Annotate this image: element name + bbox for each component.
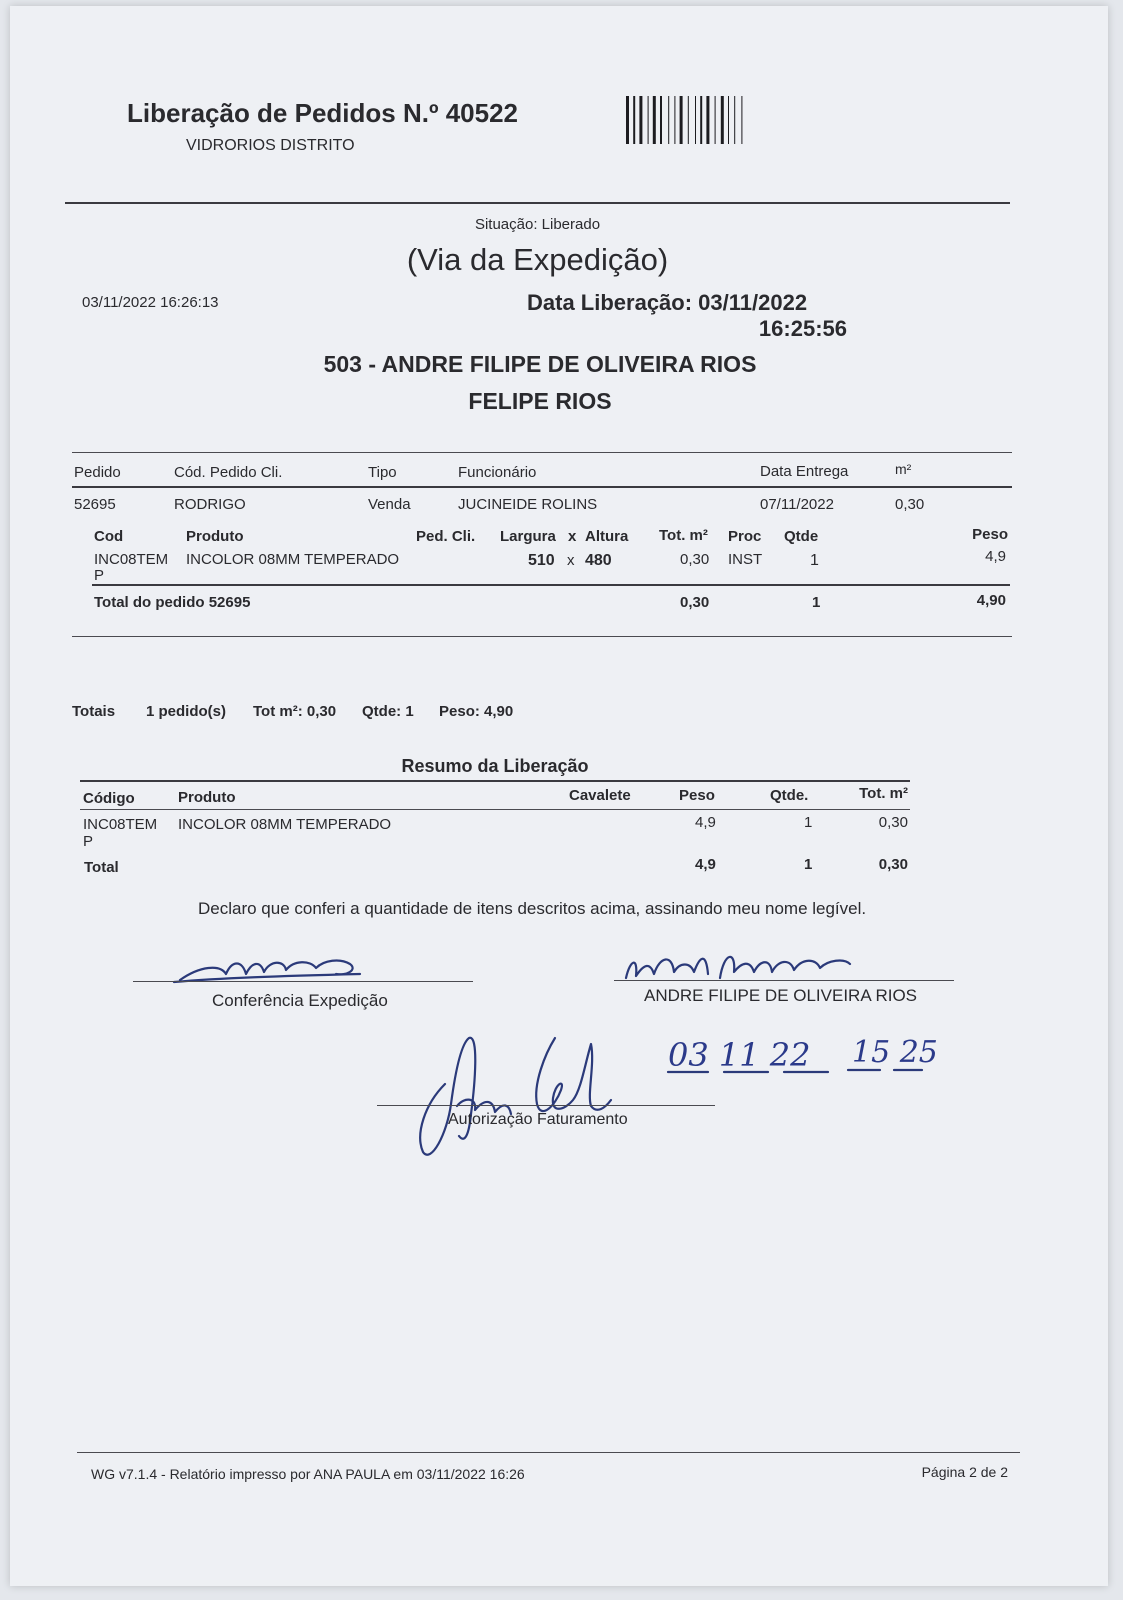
handwritten-time: 15 25	[852, 1035, 938, 1070]
summary-top-line	[80, 780, 910, 782]
order-header-line	[72, 486, 1012, 488]
item-product: INCOLOR 08MM TEMPERADO	[186, 551, 400, 568]
item-col-peso: Peso	[972, 526, 1008, 543]
order-client-code: RODRIGO	[174, 496, 246, 513]
release-time: 16:25:56	[758, 316, 847, 341]
item-width: 510	[528, 552, 555, 569]
summary-title: Resumo da Liberação	[401, 756, 589, 776]
item-code-wrap: P	[94, 567, 105, 584]
print-timestamp: 03/11/2022 16:26:13	[82, 294, 219, 311]
summary-code: INC08TEM	[83, 816, 158, 833]
status-line: Situação: Liberado	[474, 216, 601, 233]
order-number: 52695	[74, 496, 116, 513]
authorization-label: Autorização Faturamento	[448, 1111, 628, 1128]
totals-peso: Peso: 4,90	[439, 703, 514, 720]
summary-peso: 4,9	[695, 814, 716, 831]
item-col-ped-cli: Ped. Cli.	[416, 528, 476, 545]
item-peso: 4,9	[985, 548, 1006, 565]
summary-col-tot-m2: Tot. m²	[859, 785, 908, 802]
order-employee: JUCINEIDE ROLINS	[458, 496, 598, 513]
item-tot-m2: 0,30	[680, 551, 710, 568]
order-m2: 0,30	[895, 496, 925, 513]
item-col-tot-m2: Tot. m²	[659, 527, 708, 544]
summary-total-m2: 0,30	[878, 856, 908, 873]
handwritten-date: 03 11 22	[668, 1036, 811, 1074]
col-funcionario: Funcionário	[458, 464, 537, 481]
item-col-cod: Cod	[94, 528, 124, 545]
conferencia-signature-line	[133, 981, 473, 982]
order-total-line	[92, 584, 1010, 586]
col-m2: m²	[895, 461, 912, 477]
item-col-altura: Altura	[585, 528, 629, 545]
summary-qtde: 1	[804, 814, 813, 831]
order-total-label: Total do pedido 52695	[94, 594, 251, 611]
item-col-produto: Produto	[186, 528, 244, 545]
customer-name: 503 - ANDRE FILIPE DE OLIVEIRA RIOS	[323, 351, 757, 377]
col-tipo: Tipo	[368, 464, 397, 481]
footer-report-info: WG v7.1.4 - Relatório impresso por ANA PAULA em 03/11/2022 16:26	[91, 1466, 525, 1482]
order-table-top-line	[72, 452, 1012, 453]
summary-col-cavalete: Cavalete	[569, 787, 631, 804]
barcode-icon	[626, 92, 796, 148]
item-proc: INST	[728, 551, 763, 568]
authorization-signature-line	[377, 1105, 715, 1106]
summary-code-wrap: P	[83, 833, 94, 850]
summary-total-label: Total	[84, 859, 119, 876]
declaration-text: Declaro que conferi a quantidade de itens descritos acima, assinando meu nome legível.	[198, 899, 867, 918]
item-height: 480	[585, 552, 612, 569]
item-col-x: x	[568, 528, 577, 545]
customer-nickname: FELIPE RIOS	[468, 388, 612, 414]
item-times: x	[567, 552, 575, 569]
summary-col-codigo: Código	[83, 790, 135, 807]
summary-col-peso: Peso	[679, 787, 715, 804]
col-pedido: Pedido	[74, 464, 121, 481]
release-date: Data Liberação: 03/11/2022	[527, 290, 808, 315]
summary-col-produto: Produto	[178, 789, 236, 806]
handwritten-date-time	[660, 1028, 960, 1078]
conferencia-label: Conferência Expedição	[212, 991, 388, 1010]
summary-total-peso: 4,9	[695, 856, 716, 873]
item-col-qtde: Qtde	[784, 528, 819, 545]
totals-label: Totais	[72, 703, 116, 720]
authorization-signature-icon	[405, 1024, 635, 1164]
totals-orders: 1 pedido(s)	[146, 703, 227, 720]
footer-page-number: Página 2 de 2	[921, 1464, 1008, 1480]
client-signature-label: ANDRE FILIPE DE OLIVEIRA RIOS	[644, 986, 918, 1005]
via-label: (Via da Expedição)	[406, 242, 669, 277]
document-title: Liberação de Pedidos N.º 40522	[127, 98, 518, 128]
item-code: INC08TEM	[94, 551, 169, 568]
totals-m2: Tot m²: 0,30	[253, 703, 337, 720]
header-divider	[65, 202, 1010, 204]
client-signature-icon	[620, 942, 870, 992]
col-data-entrega: Data Entrega	[760, 463, 849, 480]
item-col-largura: Largura	[500, 528, 556, 545]
order-total-peso: 4,90	[976, 592, 1006, 609]
company-name: VIDRORIOS DISTRITO	[186, 137, 355, 154]
summary-col-qtde: Qtde.	[770, 787, 809, 804]
summary-product: INCOLOR 08MM TEMPERADO	[178, 816, 392, 833]
item-qtde: 1	[810, 552, 819, 569]
summary-tot-m2: 0,30	[878, 814, 908, 831]
col-cod-pedido-cli: Cód. Pedido Cli.	[174, 464, 283, 481]
document-page	[10, 6, 1108, 1586]
summary-total-qtde: 1	[804, 856, 813, 873]
footer-divider	[77, 1452, 1020, 1453]
order-delivery-date: 07/11/2022	[760, 496, 834, 513]
order-type: Venda	[368, 496, 411, 513]
totals-qtde: Qtde: 1	[362, 703, 414, 720]
client-signature-line	[614, 980, 954, 981]
summary-header-line	[80, 809, 910, 810]
expedition-signature-icon	[160, 946, 380, 991]
order-total-qtde: 1	[812, 594, 821, 611]
order-table-bottom-line	[72, 636, 1012, 637]
item-col-proc: Proc	[728, 528, 762, 545]
order-total-m2: 0,30	[680, 594, 710, 611]
